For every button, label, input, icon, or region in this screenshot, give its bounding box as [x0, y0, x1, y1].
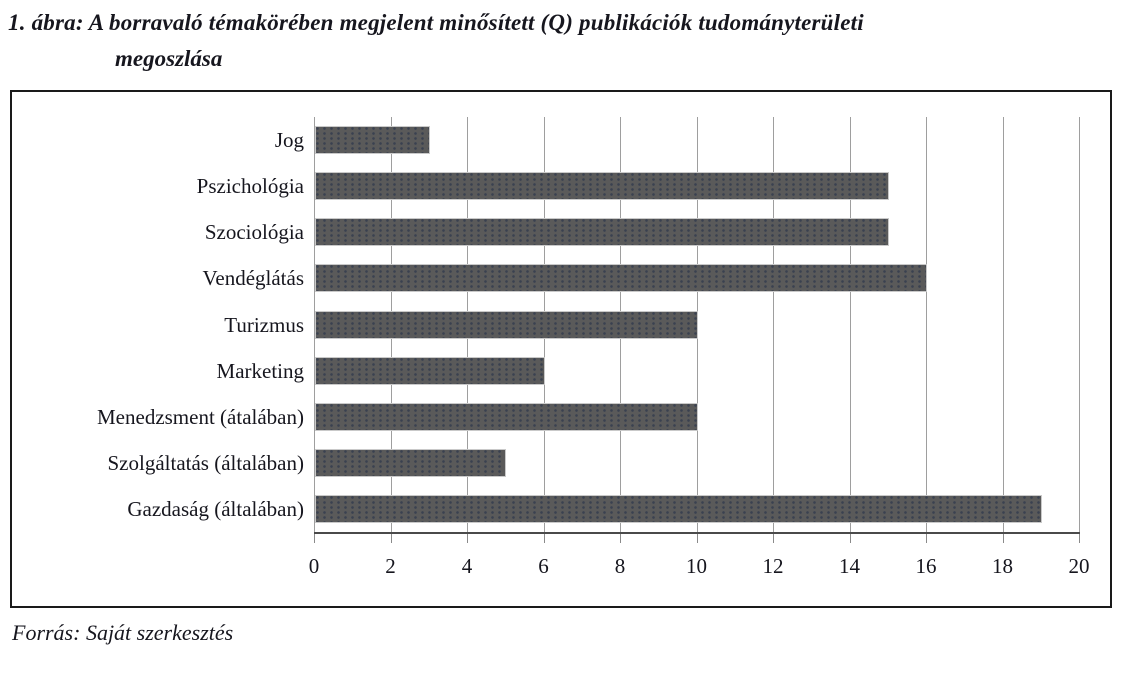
figure-title-line2: megoszlása — [115, 46, 223, 71]
category-label: Szolgáltatás (általában) — [107, 450, 304, 475]
bar — [315, 218, 889, 246]
axis-tick — [544, 534, 545, 543]
category-label: Menedzsment (átalában) — [97, 404, 304, 429]
bar — [315, 311, 698, 339]
axis-tick — [467, 534, 468, 543]
axis-tick-label: 10 — [686, 554, 707, 578]
axis-tick — [1003, 534, 1004, 543]
category-label: Gazdaság (általában) — [127, 496, 304, 521]
axis-tick-label: 16 — [915, 554, 937, 578]
axis-tick-label: 14 — [839, 554, 860, 578]
axis-tick-label: 0 — [308, 554, 320, 578]
axis-tick-label: 8 — [614, 554, 626, 578]
x-axis-line — [314, 532, 1080, 534]
axis-tick — [773, 534, 774, 543]
axis-tick-label: 4 — [461, 554, 473, 578]
category-label: Jog — [274, 128, 304, 153]
category-label: Turizmus — [224, 312, 304, 337]
source-note: Forrás: Saját szerkesztés — [12, 620, 234, 645]
bar — [315, 403, 698, 431]
axis-tick — [697, 534, 698, 543]
axis-tick-label: 12 — [762, 554, 784, 578]
category-label: Pszichológia — [196, 174, 304, 199]
category-label: Vendéglátás — [202, 266, 304, 291]
gridline — [926, 117, 927, 532]
axis-tick — [391, 534, 392, 543]
figure-title-line1: 1. ábra: A borravaló témakörében megjelent minősített (Q) publikációk tudományterületi — [8, 10, 864, 35]
axis-tick — [850, 534, 851, 543]
category-label: Marketing — [216, 358, 304, 383]
bar — [315, 126, 430, 154]
bar — [315, 264, 927, 292]
category-label: Szociológia — [204, 220, 304, 245]
chart-frame — [10, 90, 1112, 608]
axis-tick-label: 2 — [385, 554, 396, 578]
axis-tick — [926, 534, 927, 543]
bar — [315, 357, 545, 385]
axis-tick-label: 20 — [1068, 554, 1090, 578]
bar — [315, 495, 1042, 523]
axis-tick — [314, 534, 315, 543]
bar — [315, 172, 889, 200]
axis-tick-label: 18 — [992, 554, 1013, 578]
gridline — [1003, 117, 1004, 532]
axis-tick — [1079, 534, 1080, 543]
axis-tick — [620, 534, 621, 543]
gridline — [1079, 117, 1080, 532]
axis-tick-label: 6 — [538, 554, 549, 578]
bar — [315, 449, 506, 477]
